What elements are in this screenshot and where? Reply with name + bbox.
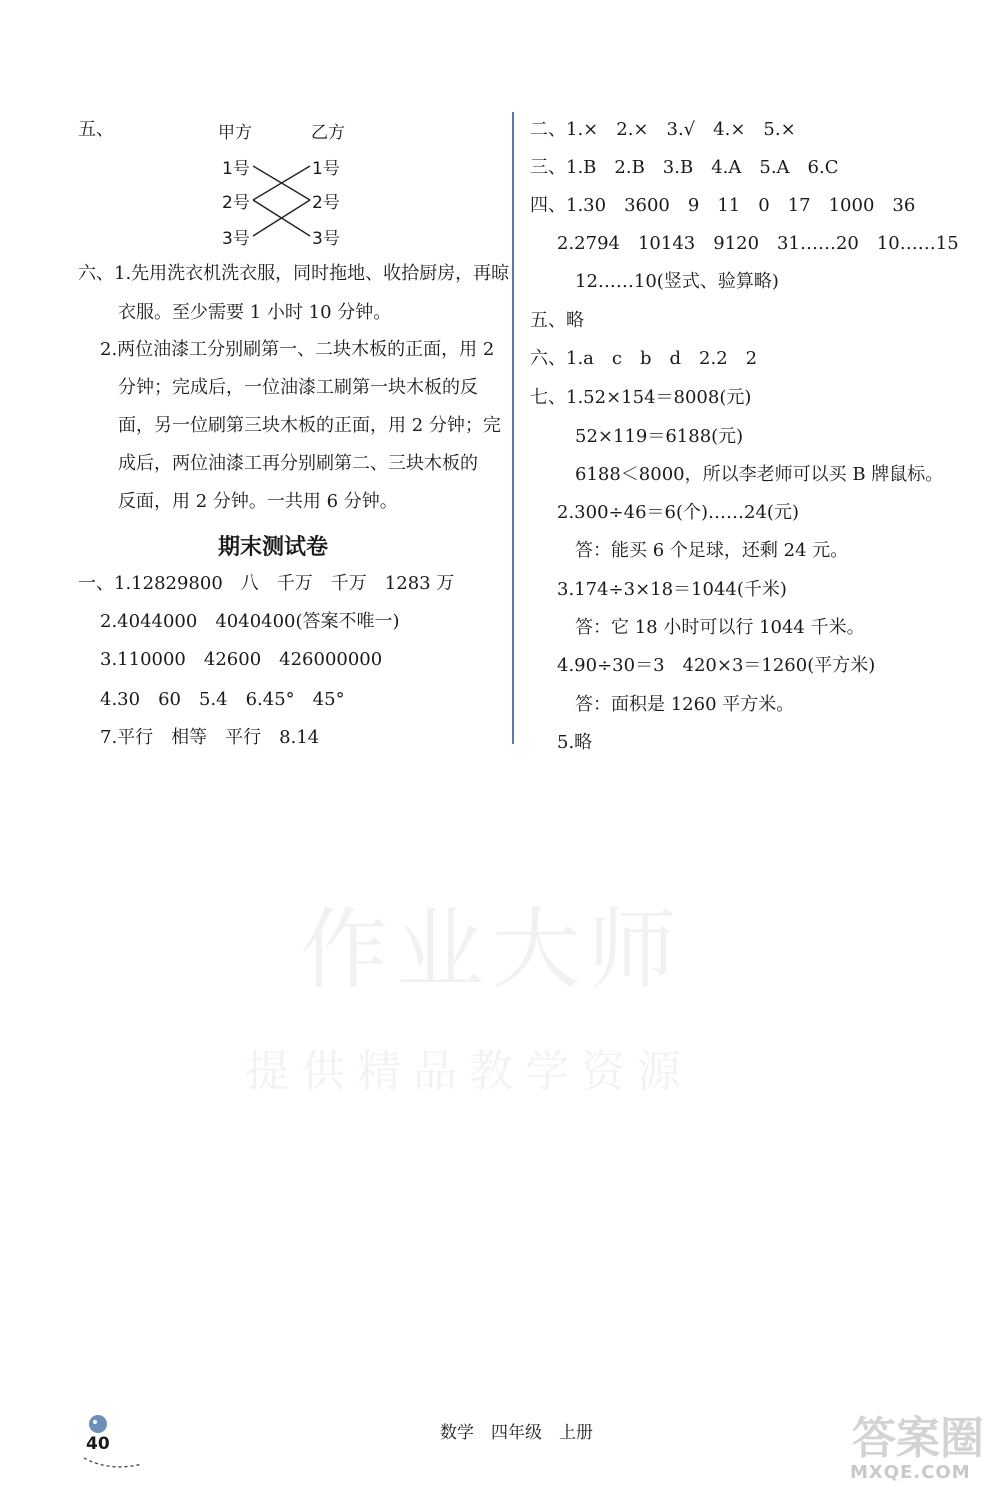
- right-node-2: 2号: [312, 193, 340, 213]
- r-section-3: 三、1.B 2.B 3.B 4.A 5.A 6.C: [530, 157, 839, 178]
- exam-1-item7: 7.平行 相等 平行 8.14: [100, 727, 320, 748]
- right-node-3: 3号: [312, 229, 340, 249]
- s6-item2-line1: 2.两位油漆工分别刷第一、二块木板的正面，用 2: [100, 339, 495, 360]
- exam-1-item4: 4.30 60 5.4 6.45° 45°: [100, 689, 345, 710]
- exam-1-item1: 一、1.12829800 八 千万 千万 1283 万: [78, 573, 455, 594]
- logo-text: MXQE.COM: [850, 1462, 971, 1483]
- exam-1-item3: 3.110000 42600 426000000: [100, 649, 383, 670]
- section-5-label: 五、: [78, 119, 114, 140]
- s6-item2-line2: 分钟；完成后，一位油漆工刷第一块木板的反: [118, 377, 478, 398]
- r-section-2: 二、1.× 2.× 3.√ 4.× 5.×: [530, 119, 796, 140]
- r-section-7-item2: 2.300÷46＝6(个)……24(元): [557, 502, 799, 523]
- header-jiafang: 甲方: [218, 123, 252, 143]
- s6-item1-line1: 六、1.先用洗衣机洗衣服，同时拖地、收拾厨房，再晾: [78, 263, 510, 284]
- r-section-7-item4-ans: 答：面积是 1260 平方米。: [575, 694, 795, 715]
- s6-item1-line2: 衣服。至少需要 1 小时 10 分钟。: [118, 302, 392, 323]
- s6-item2-line3: 面，另一位刷第三块木板的正面，用 2 分钟；完: [118, 415, 501, 436]
- footer-text: 数学 四年级 上册: [440, 1423, 593, 1443]
- r-section-4-item2-cont: 12……10(竖式、验算略): [575, 271, 779, 292]
- r-section-4-item1: 四、1.30 3600 9 11 0 17 1000 36: [530, 195, 916, 216]
- r-section-7-item1: 七、1.52×154＝8008(元): [530, 387, 752, 408]
- r-section-5: 五、略: [530, 310, 584, 331]
- r-section-7-item1-b: 52×119＝6188(元): [575, 426, 744, 447]
- column-divider: [512, 112, 514, 744]
- s6-item2-line4: 成后，两位油漆工再分别刷第二、三块木板的: [118, 453, 478, 474]
- page-number: 40: [86, 1434, 110, 1454]
- r-section-7-item3-ans: 答：它 18 小时可以行 1044 千米。: [575, 617, 865, 638]
- header-yifang: 乙方: [311, 123, 345, 143]
- exam-title: 期末测试卷: [218, 535, 329, 560]
- site-logo: [850, 1400, 990, 1490]
- exam-1-item2: 2.4044000 4040400(答案不唯一): [100, 611, 400, 632]
- r-section-6: 六、1.a c b d 2.2 2: [530, 348, 758, 369]
- left-node-2: 2号: [222, 193, 250, 213]
- r-section-7-item2-ans: 答：能买 6 个足球，还剩 24 元。: [575, 540, 849, 561]
- logo-mark: 答案圈: [852, 1413, 984, 1464]
- left-node-3: 3号: [222, 229, 250, 249]
- r-section-7-item4: 4.90÷30＝3 420×3＝1260(平方米): [557, 655, 876, 676]
- r-section-7-item5: 5.略: [557, 732, 593, 753]
- watermark-title: 作业大师: [300, 898, 685, 1001]
- r-section-4-item2: 2.2794 10143 9120 31……20 10……15: [557, 233, 959, 254]
- left-node-1: 1号: [222, 159, 250, 179]
- right-node-1: 1号: [312, 159, 340, 179]
- watermark-subtitle: 提供精品教学资源: [245, 1046, 693, 1097]
- s6-item2-line5: 反面，用 2 分钟。一共用 6 分钟。: [118, 491, 398, 512]
- r-section-7-item1-c: 6188＜8000，所以李老师可以买 B 牌鼠标。: [575, 464, 944, 485]
- r-section-7-item3: 3.174÷3×18＝1044(千米): [557, 579, 787, 600]
